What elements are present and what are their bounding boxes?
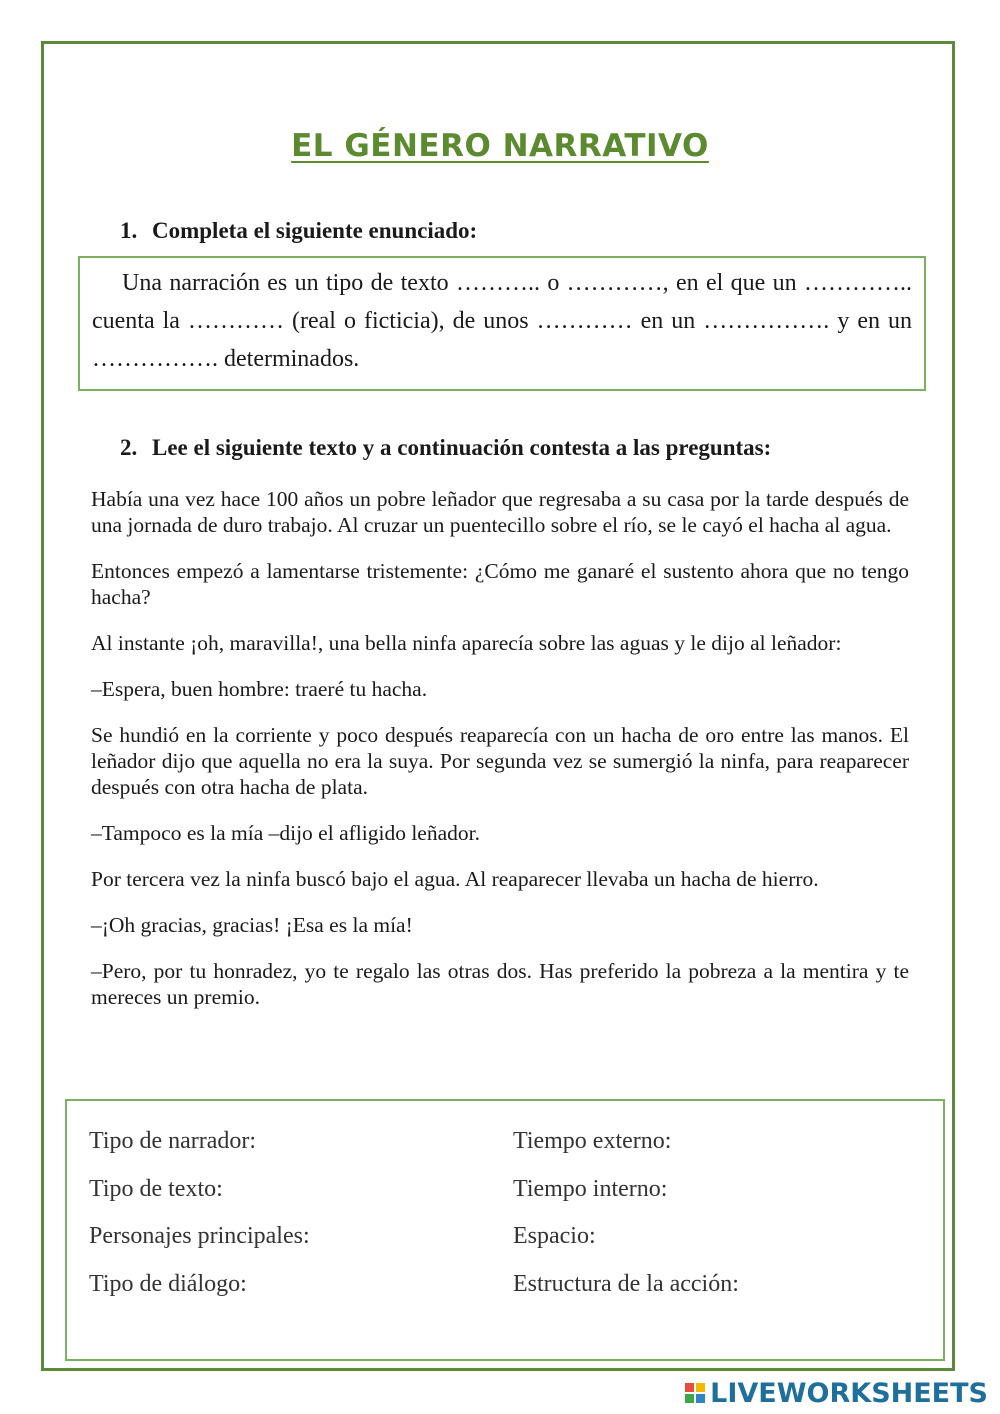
question-1-text: Completa el siguiente enunciado:	[152, 218, 478, 243]
story-paragraph: –Tampoco es la mía –dijo el afligido leñador.	[91, 821, 480, 845]
question-2-text: Lee el siguiente texto y a continuación contesta a las preguntas:	[152, 435, 772, 460]
question-1	[120, 218, 477, 244]
fill-in-text: Una narración es un tipo de texto ……….. o …………, en el que un ………….. cuenta la ………… (real o ficticia), de unos ………… en un ……………. y en un ……………. determinados.	[92, 270, 912, 372]
field-espacio: Espacio:	[513, 1223, 596, 1249]
story-paragraph: –Espera, buen hombre: traeré tu hacha.	[91, 677, 428, 701]
question-2-number: 2.	[120, 435, 138, 460]
field-tiempo-externo: Tiempo externo:	[513, 1128, 672, 1154]
field-tipo-narrador: Tipo de narrador:	[89, 1128, 257, 1154]
field-estructura-accion: Estructura de la acción:	[513, 1271, 739, 1297]
page-title-text: EL GÉNERO NARRATIVO	[291, 128, 709, 164]
field-personajes: Personajes principales:	[89, 1223, 310, 1249]
liveworksheets-logo	[685, 1378, 988, 1408]
story-paragraph: Por tercera vez la ninfa buscó bajo el agua. Al reaparecer llevaba un hacha de hierro.	[91, 867, 819, 891]
story-paragraph: –Pero, por tu honradez, yo te regalo las otras dos. Has preferido la pobreza a la mentira y te mereces un premio.	[91, 959, 909, 1009]
question-1-number: 1.	[120, 218, 138, 243]
fill-in-box	[78, 256, 926, 391]
story-paragraph: Al instante ¡oh, maravilla!, una bella ninfa aparecía sobre las aguas y le dijo al leñador:	[91, 631, 842, 655]
story-paragraph: –¡Oh gracias, gracias! ¡Esa es la mía!	[91, 913, 413, 937]
answer-box	[65, 1099, 945, 1361]
story-paragraph: Se hundió en la corriente y poco después reaparecía con un hacha de oro entre las manos. El leñador dijo que aquella no era la suya. Por segunda vez se sumergió la ninfa, para reaparecer después con otra hacha de plata.	[91, 723, 909, 799]
page-title	[0, 128, 1000, 164]
field-tipo-texto: Tipo de texto:	[89, 1176, 223, 1202]
logo-icon	[685, 1383, 705, 1403]
field-tipo-dialogo: Tipo de diálogo:	[89, 1271, 247, 1297]
field-tiempo-interno: Tiempo interno:	[513, 1176, 668, 1202]
question-2	[120, 435, 771, 461]
logo-text: LIVEWORKSHEETS	[710, 1377, 988, 1409]
story-paragraph: Entonces empezó a lamentarse tristemente: ¿Cómo me ganaré el sustento ahora que no tengo hacha?	[91, 559, 909, 609]
story-text	[91, 486, 909, 1030]
story-paragraph: Había una vez hace 100 años un pobre leñador que regresaba a su casa por la tarde después de una jornada de duro trabajo. Al cruzar un puentecillo sobre el río, se le cayó el hacha al agua.	[91, 487, 909, 537]
